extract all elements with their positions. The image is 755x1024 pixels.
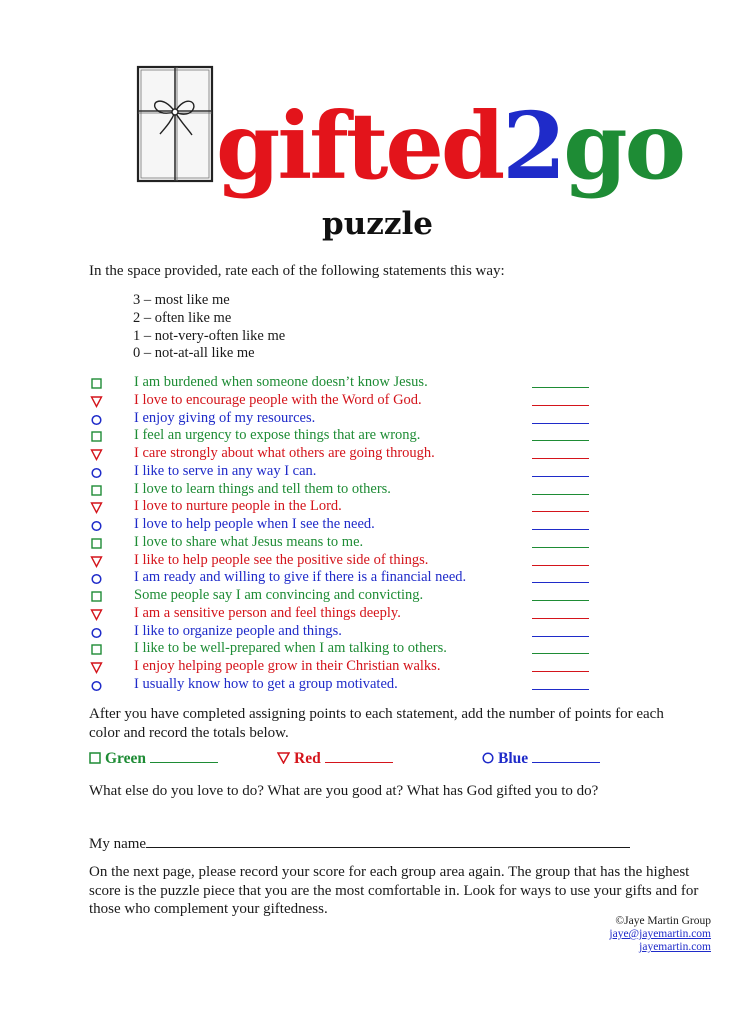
statement-row	[90, 427, 600, 445]
statement-text: I am a sensitive person and feel things deeply.	[134, 604, 401, 621]
score-field[interactable]	[532, 494, 589, 495]
statement-text: I love to learn things and tell them to others.	[134, 480, 391, 497]
statement-text: I like to be well-prepared when I am talking to others.	[134, 640, 447, 657]
triangle-icon	[90, 662, 104, 674]
statement-text: I like to organize people and things.	[134, 622, 342, 639]
statement-row	[90, 587, 600, 605]
square-icon	[90, 485, 104, 497]
score-field[interactable]	[532, 600, 589, 601]
statement-row	[90, 569, 600, 587]
score-field[interactable]	[532, 653, 589, 654]
blue-total-field[interactable]	[532, 750, 600, 763]
statement-text: I care strongly about what others are going through.	[134, 445, 435, 461]
square-icon	[90, 431, 104, 443]
page-subtitle: puzzle	[322, 206, 433, 242]
circle-icon	[482, 752, 494, 764]
score-field[interactable]	[532, 440, 589, 441]
gift-box-icon	[135, 64, 215, 184]
square-icon	[90, 591, 104, 603]
blue-total	[482, 750, 600, 768]
statement-text: I love to help people when I see the need.	[134, 516, 375, 532]
score-field[interactable]	[532, 636, 589, 637]
scale-item: 2 – often like me	[133, 309, 232, 326]
question-text: What else do you love to do? What are you good at? What has God gifted you to do?	[89, 783, 599, 799]
name-label: My name	[89, 836, 147, 852]
copyright-text: ©Jaye Martin Group	[615, 915, 711, 927]
statement-text: I love to nurture people in the Lord.	[134, 498, 342, 515]
score-field[interactable]	[532, 387, 589, 388]
square-icon	[90, 644, 104, 656]
statement-text: I am ready and willing to give if there is a financial need.	[134, 569, 467, 586]
square-icon	[90, 378, 104, 390]
email-link[interactable]: jaye@jayemartin.com	[609, 928, 711, 940]
score-field[interactable]	[532, 511, 589, 512]
logo-part-2: 2	[502, 92, 564, 200]
statement-row	[90, 445, 600, 463]
statement-row	[90, 676, 600, 694]
statement-text: I usually know how to get a group motivated.	[134, 675, 398, 692]
statement-text: I love to encourage people with the Word of God.	[134, 391, 422, 408]
statement-text: I feel an urgency to expose things that are wrong.	[134, 427, 421, 444]
score-field[interactable]	[532, 565, 589, 566]
score-field[interactable]	[532, 529, 589, 530]
score-field[interactable]	[532, 618, 589, 619]
scale-item: 1 – not-very-often like me	[133, 327, 286, 344]
color-totals	[0, 750, 755, 772]
red-total-field[interactable]	[325, 750, 393, 763]
statement-row	[90, 640, 600, 658]
instructions-text: After you have completed assigning points to each statement, add the number of points for each color and record the totals below.	[89, 706, 664, 741]
statement-text: Some people say I am convincing and convicting.	[134, 587, 424, 603]
square-icon	[90, 538, 104, 550]
name-field[interactable]	[146, 834, 630, 848]
name-row	[89, 834, 630, 853]
statement-row	[90, 658, 600, 676]
triangle-icon	[90, 609, 104, 621]
statement-row	[90, 516, 600, 534]
blue-total-label: Blue	[498, 750, 529, 767]
triangle-icon	[90, 502, 104, 514]
logo-part-gifted: gifted	[216, 92, 503, 200]
green-total-field[interactable]	[150, 750, 218, 763]
closing-text: On the next page, please record your score for each group area again. The group that has the highest score is the puzzle piece that you are the most comfortable in. Look for ways to use your gifts and for those who complement your giftedness.	[89, 864, 699, 917]
statement-text: I like to serve in any way I can.	[134, 462, 317, 479]
logo-wordmark	[216, 92, 683, 200]
footer	[609, 915, 711, 954]
statement-text: I enjoy giving of my resources.	[134, 409, 316, 426]
circle-icon	[90, 467, 104, 479]
score-field[interactable]	[532, 423, 589, 424]
score-field[interactable]	[532, 405, 589, 406]
triangle-icon	[90, 556, 104, 568]
circle-icon	[90, 414, 104, 426]
green-total	[89, 750, 218, 768]
score-field[interactable]	[532, 671, 589, 672]
scale-item: 3 – most like me	[133, 292, 230, 308]
statement-row	[90, 481, 600, 499]
statement-row	[90, 410, 600, 428]
website-link[interactable]: jayemartin.com	[639, 941, 711, 953]
statement-row	[90, 498, 600, 516]
red-total	[277, 750, 393, 768]
red-total-label: Red	[294, 750, 321, 767]
scale-item: 0 – not-at-all like me	[133, 345, 255, 362]
statement-row	[90, 534, 600, 552]
green-total-label: Green	[105, 750, 147, 767]
statement-row	[90, 605, 600, 623]
statement-row	[90, 392, 600, 410]
rating-scale	[133, 292, 285, 363]
statement-row	[90, 374, 600, 392]
score-field[interactable]	[532, 582, 589, 583]
circle-icon	[90, 520, 104, 532]
statement-row	[90, 463, 600, 481]
statement-row	[90, 552, 600, 570]
score-field[interactable]	[532, 689, 589, 690]
score-field[interactable]	[532, 547, 589, 548]
score-field[interactable]	[532, 476, 589, 477]
logo-part-go: go	[563, 92, 683, 200]
triangle-icon	[90, 449, 104, 461]
score-field[interactable]	[532, 458, 589, 459]
circle-icon	[90, 627, 104, 639]
statement-text: I like to help people see the positive side of things.	[134, 551, 429, 568]
circle-icon	[90, 680, 104, 692]
triangle-icon	[90, 396, 104, 408]
statement-list	[90, 374, 600, 694]
statement-text: I enjoy helping people grow in their Christian walks.	[134, 658, 441, 674]
statement-text: I am burdened when someone doesn’t know Jesus.	[134, 374, 428, 390]
statement-text: I love to share what Jesus means to me.	[134, 533, 364, 550]
square-icon	[89, 752, 101, 764]
intro-text: In the space provided, rate each of the following statements this way:	[89, 263, 505, 279]
statement-row	[90, 623, 600, 641]
circle-icon	[90, 573, 104, 585]
triangle-icon	[277, 752, 290, 764]
